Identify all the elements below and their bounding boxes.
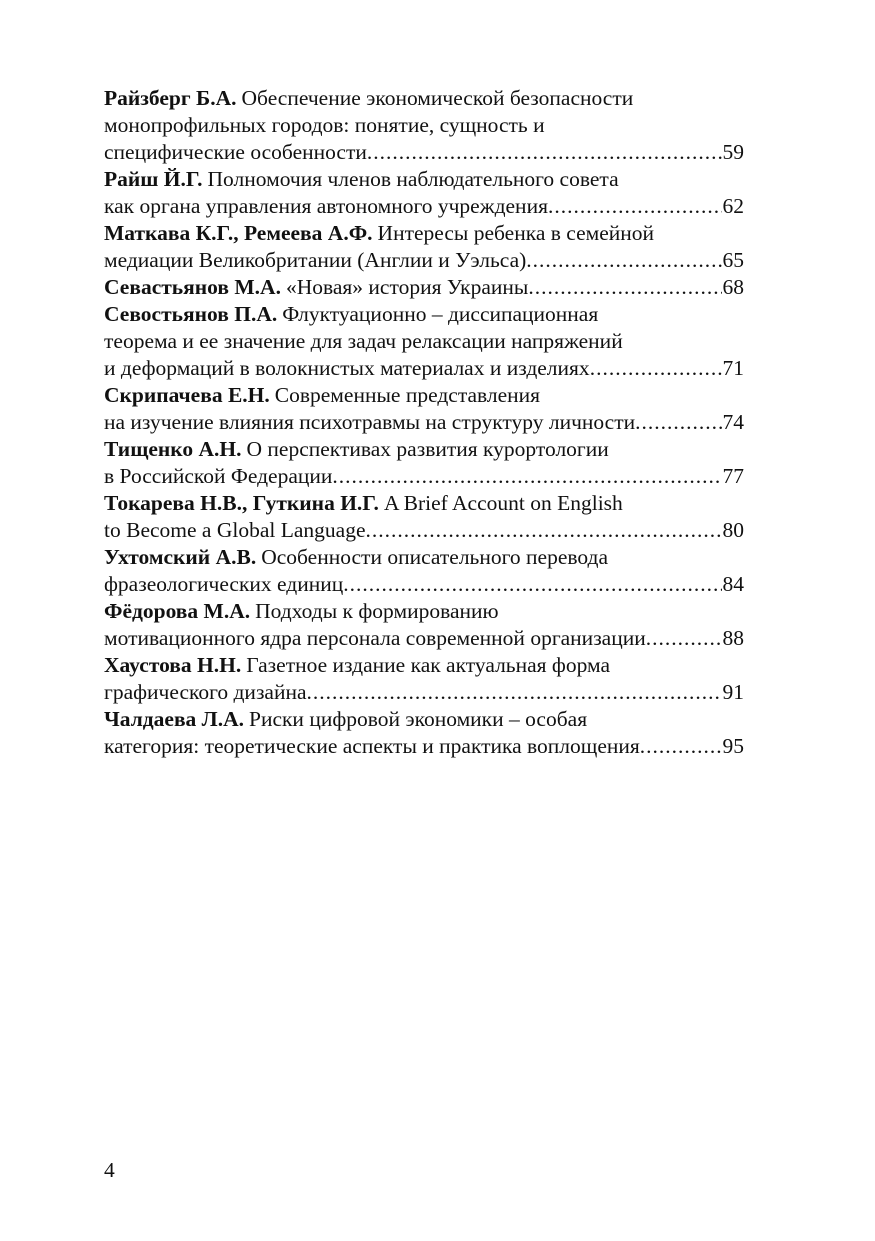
page-number: 4 [104, 1158, 115, 1182]
table-of-contents [104, 85, 744, 760]
toc-entry [104, 166, 744, 220]
toc-entry [104, 382, 744, 436]
toc-entry-title: A Brief Account on English [383, 491, 623, 515]
toc-entry-title: «Новая» история Украины [285, 275, 529, 299]
toc-entry-page: 65 [722, 248, 744, 272]
toc-entry-author: Райзберг Б.А. [104, 86, 237, 110]
toc-entry-line [104, 598, 744, 625]
toc-dot-leader [332, 463, 721, 490]
toc-entry-title: Флуктуационно – диссипационная [282, 302, 599, 326]
toc-dot-leader [367, 139, 722, 166]
toc-entry-title: Современные представления [274, 383, 541, 407]
toc-dot-leader [307, 679, 722, 706]
toc-entry-line [104, 733, 744, 760]
toc-entry-line [104, 706, 744, 733]
toc-entry [104, 652, 744, 706]
toc-entry-page: 80 [722, 518, 744, 542]
toc-entry-title-cont: на изучение влияния психотравмы на структуру личности [104, 410, 636, 434]
toc-dot-leader [635, 409, 721, 436]
toc-entry [104, 706, 744, 760]
toc-entry-line [104, 490, 744, 517]
toc-entry-title-cont: графического дизайна [104, 680, 307, 704]
toc-dot-leader [343, 571, 721, 598]
toc-entry-title-cont: как органа управления автономного учреждения [104, 194, 548, 218]
toc-dot-leader [528, 274, 721, 301]
toc-entry-line [104, 463, 744, 490]
toc-entry-line [104, 382, 744, 409]
toc-entry-page: 77 [722, 464, 744, 488]
toc-entry-title-cont: теорема и ее значение для задач релаксации напряжений [104, 329, 623, 353]
toc-entry-page: 91 [722, 680, 744, 704]
toc-entry-author: Фёдорова М.А. [104, 599, 251, 623]
toc-entry-line [104, 409, 744, 436]
toc-dot-leader [526, 247, 721, 274]
toc-entry-author: Скрипачева Е.Н. [104, 383, 270, 407]
toc-entry-line [104, 85, 744, 112]
toc-entry-line [104, 571, 744, 598]
toc-entry-line [104, 679, 744, 706]
toc-entry-page: 74 [722, 410, 744, 434]
toc-entry-line [104, 274, 744, 301]
toc-entry-title-cont: и деформаций в волокнистых материалах и изделиях [104, 356, 590, 380]
toc-entry-title: Интересы ребенка в семейной [377, 221, 655, 245]
toc-entry [104, 85, 744, 166]
toc-dot-leader [590, 355, 722, 382]
toc-entry-title-cont: категория: теоретические аспекты и практика воплощения [104, 734, 640, 758]
toc-entry [104, 301, 744, 382]
toc-dot-leader [548, 193, 722, 220]
toc-entry-line [104, 112, 744, 139]
toc-entry [104, 544, 744, 598]
toc-entry [104, 274, 744, 301]
toc-entry-title-cont: to Become a Global Language [104, 518, 366, 542]
toc-entry-title-cont: монопрофильных городов: понятие, сущность и [104, 113, 545, 137]
toc-entry-title-cont: в Российской Федерации [104, 464, 333, 488]
toc-entry-author: Хаустова Н.Н. [104, 653, 242, 677]
toc-dot-leader [640, 733, 722, 760]
toc-entry [104, 490, 744, 544]
toc-entry-line [104, 625, 744, 652]
toc-entry-line [104, 220, 744, 247]
toc-entry-line [104, 544, 744, 571]
toc-entry-title: Подходы к формированию [255, 599, 499, 623]
toc-entry-page: 68 [722, 275, 744, 299]
toc-entry-page: 84 [722, 572, 744, 596]
toc-entry-line [104, 517, 744, 544]
toc-entry-title: Особенности описательного перевода [261, 545, 608, 569]
toc-entry-author: Райш Й.Г. [104, 167, 203, 191]
toc-entry-line [104, 328, 744, 355]
toc-entry [104, 220, 744, 274]
toc-entry-title: О перспективах развития курортологии [246, 437, 609, 461]
toc-entry-title: Риски цифровой экономики – особая [248, 707, 588, 731]
toc-entry-line [104, 139, 744, 166]
toc-entry [104, 436, 744, 490]
toc-entry-author: Севостьянов П.А. [104, 302, 278, 326]
toc-entry-author: Маткава К.Г., Ремеева А.Ф. [104, 221, 373, 245]
toc-entry-title: Полномочия членов наблюдательного совета [207, 167, 619, 191]
toc-entry-title-cont: специфические особенности [104, 140, 367, 164]
toc-entry-line [104, 436, 744, 463]
toc-entry-title-cont: медиации Великобритании (Англии и Уэльса) [104, 248, 527, 272]
toc-entry-title-cont: мотивационного ядра персонала современной организации [104, 626, 646, 650]
toc-entry-title: Газетное издание как актуальная форма [246, 653, 611, 677]
toc-entry-line [104, 652, 744, 679]
toc-entry-author: Тищенко А.Н. [104, 437, 242, 461]
toc-entry-line [104, 355, 744, 382]
toc-entry-page: 62 [722, 194, 744, 218]
toc-entry-title-cont: фразеологических единиц [104, 572, 344, 596]
toc-entry [104, 598, 744, 652]
toc-entry-line [104, 247, 744, 274]
toc-entry-page: 59 [722, 140, 744, 164]
toc-dot-leader [366, 517, 722, 544]
toc-entry-author: Ухтомский А.В. [104, 545, 257, 569]
toc-entry-author: Токарева Н.В., Гуткина И.Г. [104, 491, 379, 515]
toc-entry-line [104, 166, 744, 193]
toc-dot-leader [646, 625, 722, 652]
toc-entry-line [104, 193, 744, 220]
toc-entry-page: 71 [722, 356, 744, 380]
toc-entry-page: 88 [722, 626, 744, 650]
toc-entry-line [104, 301, 744, 328]
toc-entry-title: Обеспечение экономической безопасности [241, 86, 634, 110]
toc-entry-page: 95 [722, 734, 744, 758]
toc-entry-author: Севастьянов М.А. [104, 275, 281, 299]
toc-entry-author: Чалдаева Л.А. [104, 707, 244, 731]
